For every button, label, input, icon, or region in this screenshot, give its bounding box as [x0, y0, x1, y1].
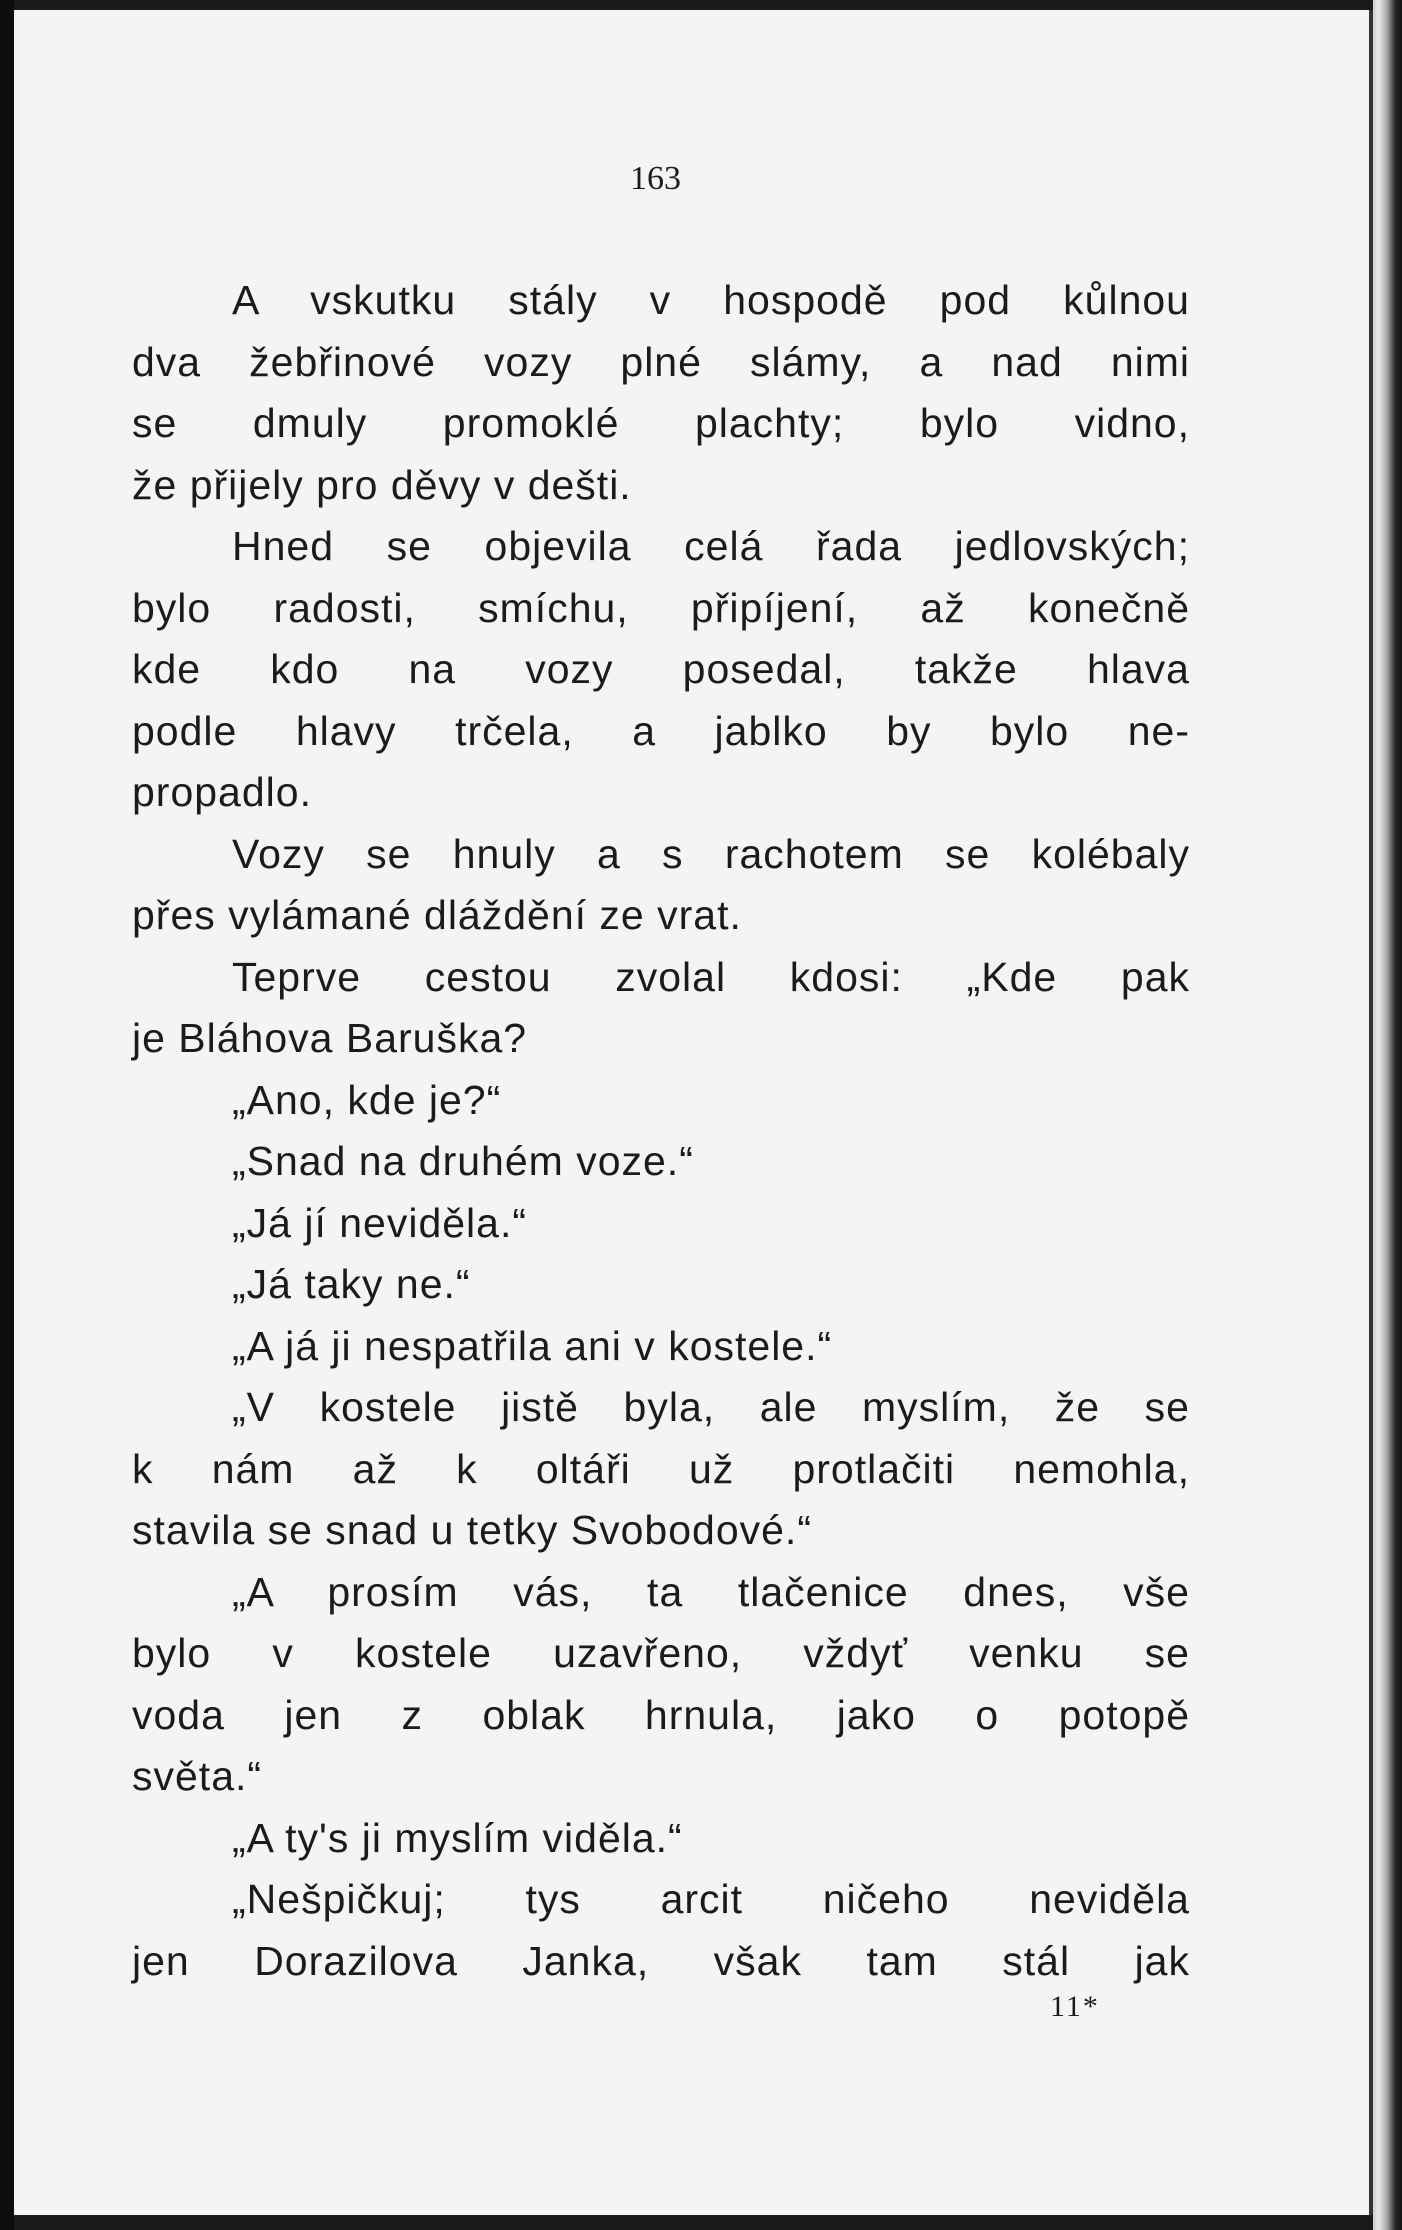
text-line: dva žebřinové vozy plné slámy, a nad nimi [132, 338, 1190, 385]
text-line: „A ty's ji myslím viděla.“ [232, 1814, 683, 1861]
text-line: kde kdo na vozy posedal, takže hlava [132, 646, 1190, 692]
body-text [132, 270, 1190, 1992]
text-line: voda jen z oblak hrnula, jako o potopě [132, 1691, 1190, 1738]
text-line: že přijely pro děvy v dešti. [132, 461, 632, 508]
text-line: „Nešpičkuj; tys arcit ničeho neviděla [232, 1876, 1190, 1922]
text-line: „Ano, kde je?“ [232, 1076, 502, 1123]
text-line: Hned se objevila celá řada jedlovských; [232, 523, 1190, 569]
text-line: jen Dorazilova Janka, však tam stál jak [132, 1937, 1190, 1984]
text-line: „Já taky ne.“ [232, 1261, 471, 1307]
text-line: se dmuly promoklé plachty; bylo vidno, [132, 400, 1190, 446]
text-line: „A já ji nespatřila ani v kostele.“ [232, 1322, 833, 1369]
text-line: „V kostele jistě byla, ale myslím, že se [232, 1384, 1190, 1430]
text-line: je Bláhova Baruška? [132, 1015, 528, 1061]
text-line: Vozy se hnuly a s rachotem se kolébaly [232, 830, 1190, 877]
text-line: k nám až k oltáři už protlačiti nemohla, [132, 1445, 1190, 1492]
text-line: Teprve cestou zvolal kdosi: „Kde pak [232, 953, 1190, 1000]
scan-right-edge [1373, 0, 1402, 2230]
text-line: propadlo. [132, 769, 312, 815]
text-line: „A prosím vás, ta tlačenice dnes, vše [232, 1568, 1190, 1615]
signature-mark: 11* [1050, 1990, 1100, 2023]
text-line: A vskutku stály v hospodě pod kůlnou [232, 277, 1190, 323]
page-number: 163 [630, 160, 681, 197]
text-line: bylo v kostele uzavřeno, vždyť venku se [132, 1630, 1190, 1676]
text-line: stavila se snad u tetky Svobodové.“ [132, 1507, 812, 1553]
text-line: přes vylámané dláždění ze vrat. [132, 892, 742, 938]
text-line: „Snad na druhém voze.“ [232, 1138, 694, 1184]
text-line: bylo radosti, smíchu, připíjení, až konečně [132, 584, 1190, 631]
text-line: „Já jí neviděla.“ [232, 1199, 528, 1246]
scan-left-edge [0, 0, 14, 2230]
text-line: světa.“ [132, 1753, 263, 1799]
text-line: podle hlavy trčela, a jablko by bylo ne- [132, 707, 1190, 754]
